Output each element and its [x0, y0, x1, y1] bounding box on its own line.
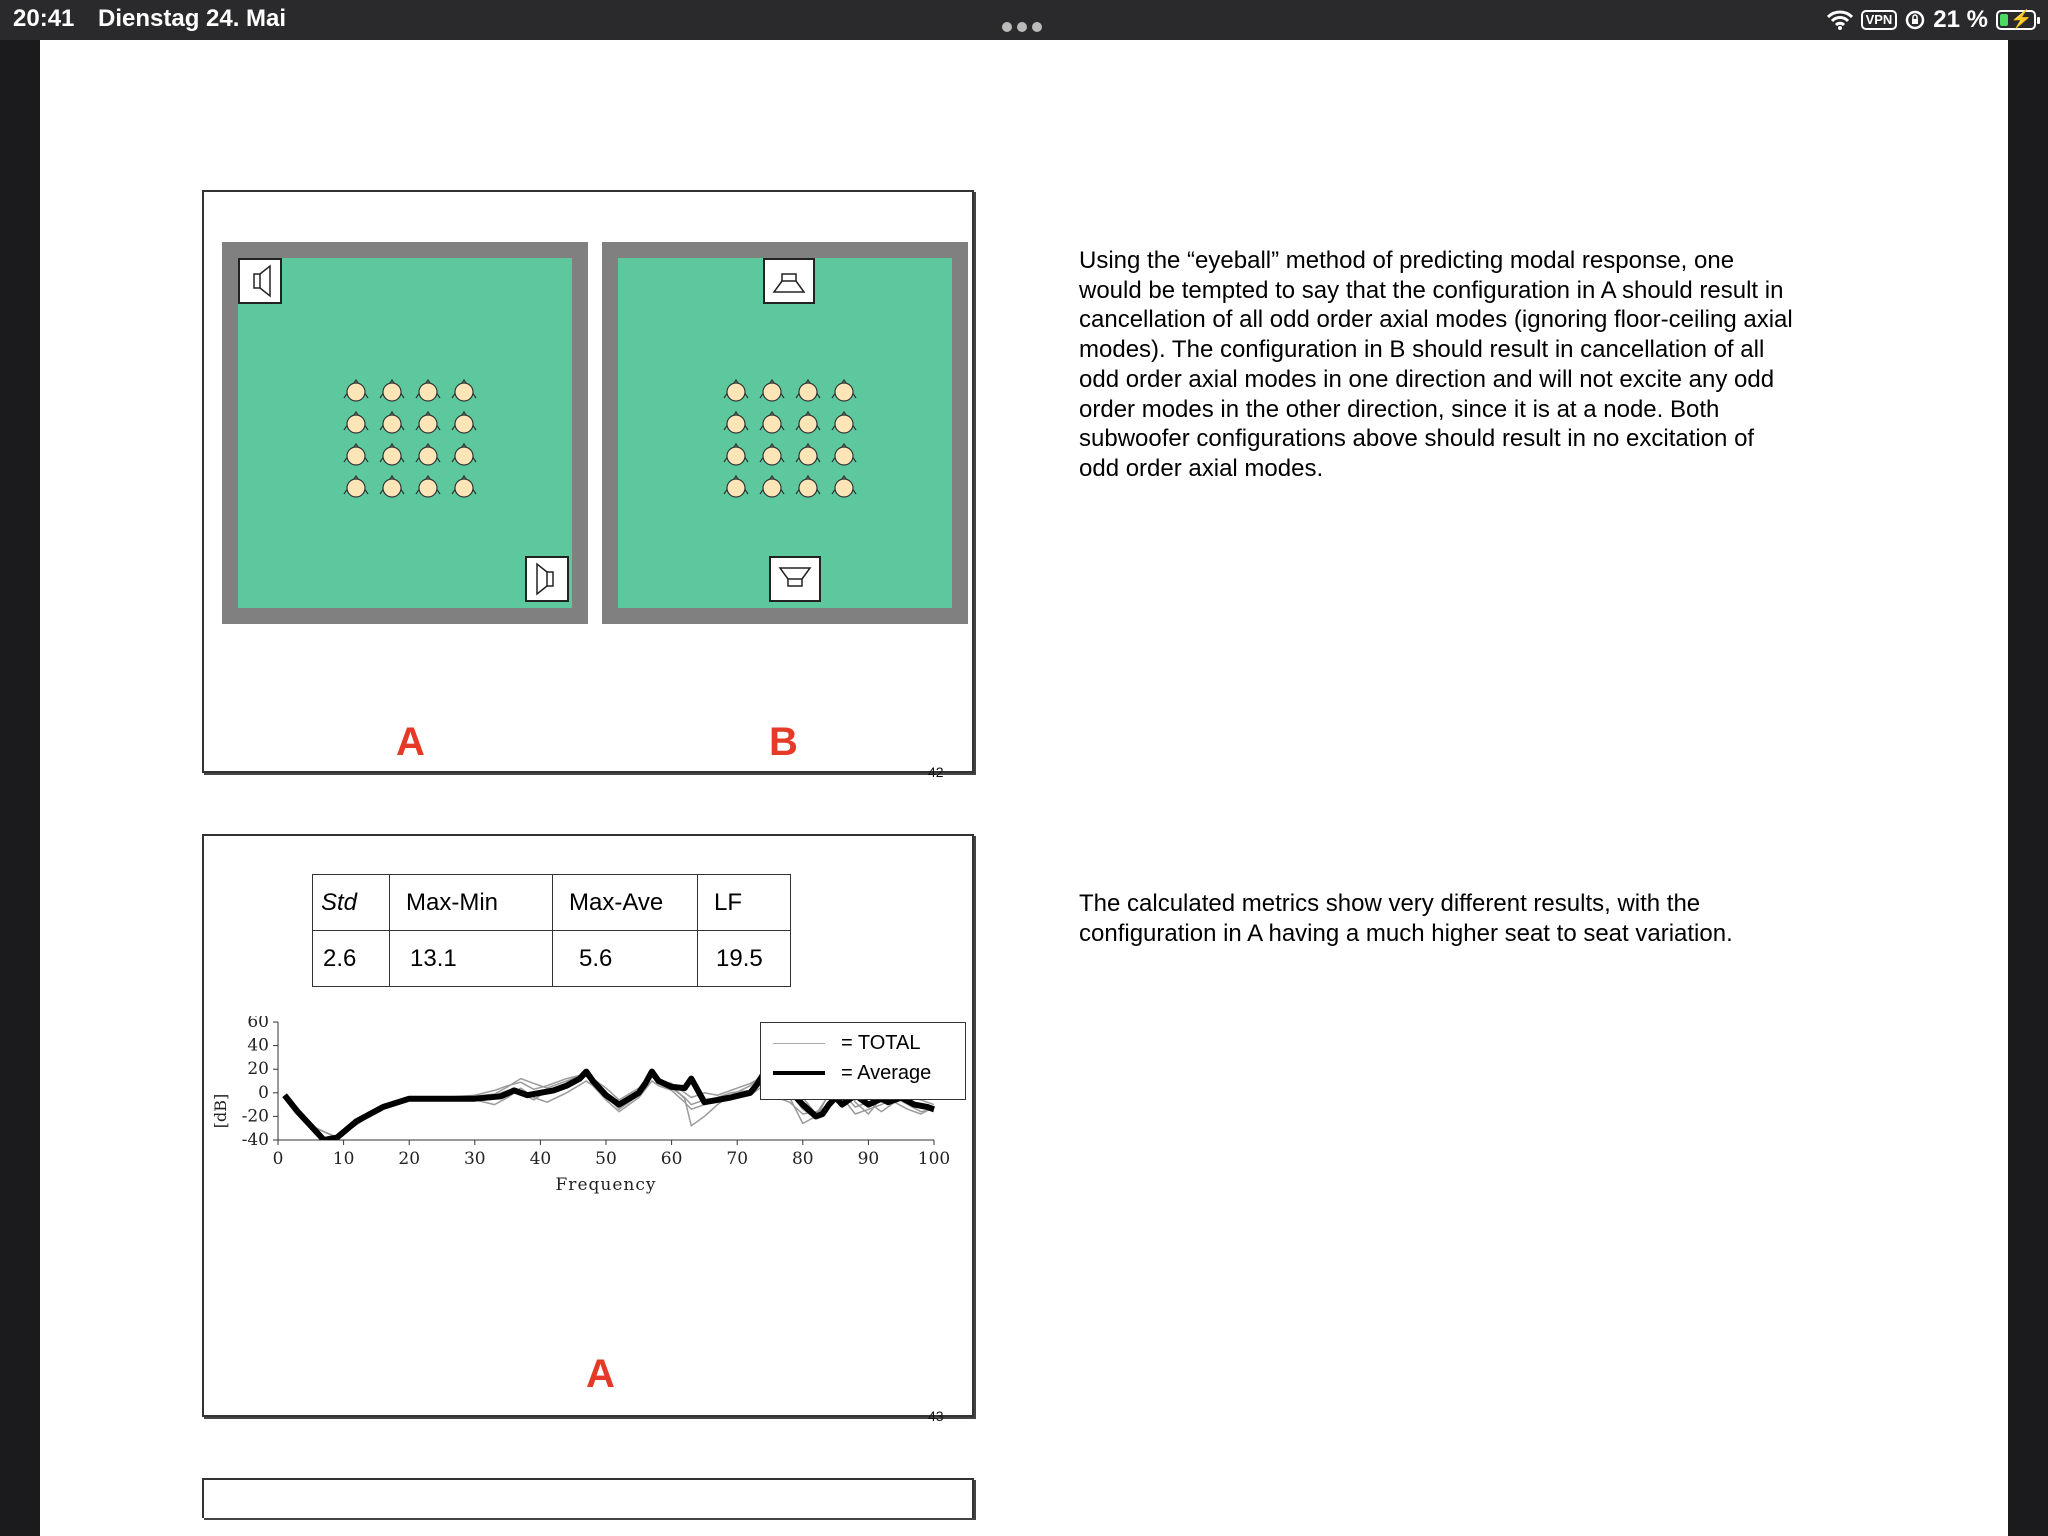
- y-tick-label: 20: [247, 1059, 269, 1080]
- config-label-b: B: [769, 720, 798, 764]
- seat-icon: [452, 476, 476, 497]
- seat-icon: [452, 380, 476, 401]
- x-tick-label: 40: [529, 1149, 552, 1169]
- status-date: Dienstag 24. Mai: [98, 5, 287, 32]
- metrics-value-cell: 2.6: [313, 931, 390, 987]
- slide-43: [202, 834, 974, 1424]
- status-indicators: [1827, 4, 2036, 36]
- seat-icon: [380, 412, 404, 433]
- y-tick-label: 60: [247, 1016, 269, 1032]
- seat-icon: [452, 444, 476, 465]
- metrics-value-cell: 13.1: [390, 931, 553, 987]
- seat-icon: [832, 476, 856, 497]
- seat-icon: [416, 380, 440, 401]
- metrics-value-cell: 19.5: [698, 931, 791, 987]
- seat-icon: [724, 412, 748, 433]
- x-tick-label: 10: [332, 1149, 355, 1169]
- seat-icon: [380, 476, 404, 497]
- legend-label: = TOTAL: [841, 1031, 921, 1054]
- y-tick-label: -40: [241, 1130, 269, 1150]
- x-tick-label: 100: [917, 1149, 951, 1169]
- x-tick-label: 50: [595, 1149, 617, 1169]
- subwoofer-icon: [769, 556, 821, 602]
- metrics-header-row: [313, 875, 791, 931]
- config-label-a: A: [586, 1352, 615, 1396]
- seat-icon: [832, 412, 856, 433]
- battery-charging-icon: ⚡: [1996, 10, 2036, 30]
- seat-icon: [796, 476, 820, 497]
- y-tick-label: -20: [241, 1106, 269, 1127]
- seat-icon: [344, 412, 368, 433]
- slide-44-partial: [202, 1478, 974, 1518]
- seat-icon: [416, 412, 440, 433]
- wifi-icon: [1827, 10, 1853, 30]
- metrics-header-cell: Max-Min: [390, 875, 553, 931]
- subwoofer-icon: [238, 258, 282, 304]
- seating-grid: [720, 378, 860, 504]
- legend-item-average: [773, 1061, 931, 1085]
- multitasking-dots-icon[interactable]: [1002, 19, 1048, 29]
- orientation-lock-icon: [1905, 10, 1925, 30]
- seating-grid: [340, 378, 480, 504]
- subwoofer-icon: [763, 258, 815, 304]
- slide-number: 43: [928, 1408, 944, 1424]
- x-tick-label: 80: [791, 1149, 814, 1169]
- x-tick-label: 90: [857, 1149, 880, 1169]
- y-axis-label: [dB]: [211, 1093, 230, 1129]
- status-time: 20:41: [13, 5, 75, 32]
- seat-icon: [760, 476, 784, 497]
- x-tick-label: 70: [726, 1149, 749, 1169]
- seat-icon: [380, 444, 404, 465]
- seat-icon: [452, 412, 476, 433]
- y-tick-label: 40: [247, 1035, 269, 1056]
- legend-item-total: [773, 1031, 920, 1055]
- seat-icon: [796, 444, 820, 465]
- seat-icon: [760, 412, 784, 433]
- battery-percent: 21 %: [1933, 6, 1988, 33]
- seat-icon: [760, 380, 784, 401]
- slide-42: [202, 190, 974, 780]
- legend-label: = Average: [841, 1061, 932, 1084]
- seat-icon: [796, 380, 820, 401]
- seat-icon: [380, 380, 404, 401]
- metrics-table: [312, 874, 791, 987]
- x-tick-label: 60: [660, 1149, 683, 1169]
- chart-legend: [760, 1022, 966, 1100]
- status-bar: [0, 0, 2048, 40]
- seat-icon: [344, 476, 368, 497]
- seat-icon: [724, 380, 748, 401]
- seat-icon: [344, 444, 368, 465]
- config-label-a: A: [396, 720, 425, 764]
- x-tick-label: 30: [463, 1149, 486, 1169]
- x-tick-label: 0: [272, 1149, 284, 1169]
- vpn-badge: VPN: [1861, 10, 1898, 30]
- seat-icon: [724, 444, 748, 465]
- seat-icon: [832, 380, 856, 401]
- metrics-header-cell: Max-Ave: [553, 875, 698, 931]
- room-diagram-a: [222, 242, 588, 624]
- subwoofer-icon: [525, 556, 569, 602]
- seat-icon: [832, 444, 856, 465]
- seat-icon: [724, 476, 748, 497]
- seat-icon: [344, 380, 368, 401]
- slide-42-note: Using the “eyeball” method of predicting modal response, one would be tempted to say that the configuration in A should result in cancellation of all odd order axial modes (ignoring floor-ceiling axial modes). The configuration in B should result in cancellation of all odd order axial modes in one direction and will not excite any odd order modes in the other direction, since it is at a node. Both subwoofer configurations above should result in no excitation of odd order axial modes.: [1079, 247, 1793, 482]
- metrics-header-cell: Std: [313, 875, 390, 931]
- y-tick-label: 0: [258, 1082, 269, 1103]
- slide-number: 42: [928, 764, 944, 780]
- seat-icon: [760, 444, 784, 465]
- room-diagram-b: [602, 242, 968, 624]
- metrics-value-cell: 5.6: [553, 931, 698, 987]
- x-tick-label: 20: [398, 1149, 421, 1169]
- seat-icon: [416, 444, 440, 465]
- slide-43-note: The calculated metrics show very different results, with the configuration in A having a much higher seat to seat variation.: [1079, 890, 1733, 947]
- x-axis-label: Frequency: [555, 1175, 657, 1195]
- metrics-value-row: [313, 931, 791, 987]
- metrics-header-cell: LF: [698, 875, 791, 931]
- seat-icon: [416, 476, 440, 497]
- seat-icon: [796, 412, 820, 433]
